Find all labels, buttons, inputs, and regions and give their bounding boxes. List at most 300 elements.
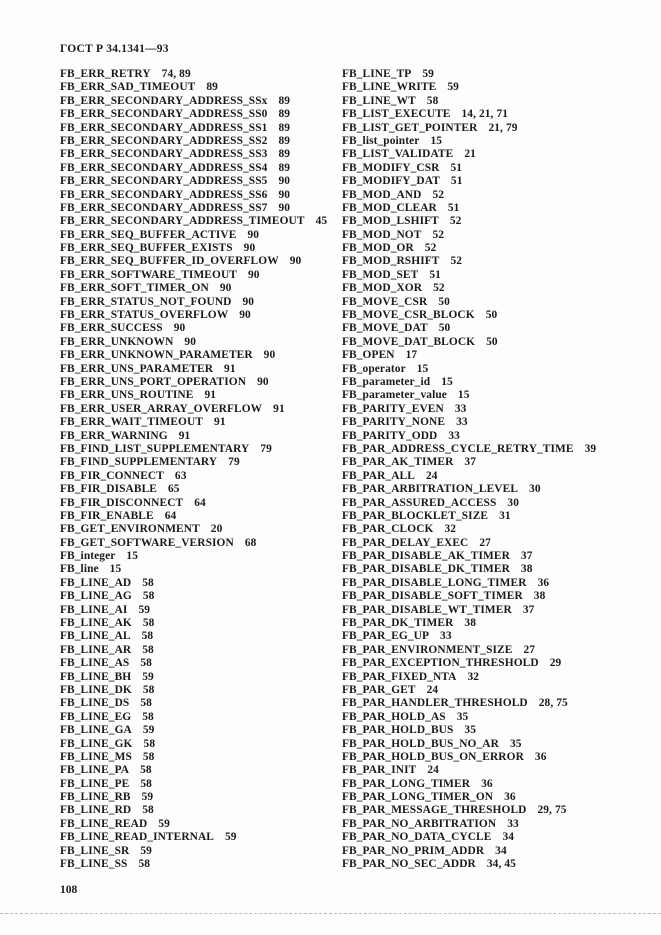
index-entry: [342, 804, 596, 817]
index-entry: [342, 363, 596, 376]
index-entry: [60, 376, 327, 389]
index-pages: 32: [444, 523, 457, 536]
index-pages: 27: [479, 536, 491, 549]
index-term: FB_PAR_DISABLE_AK_TIMER: [342, 550, 510, 563]
index-pages: 36: [534, 750, 547, 763]
index-entry: [60, 858, 327, 871]
index-term: FB_line: [60, 563, 99, 576]
index-term: FB_LINE_AG: [60, 590, 132, 603]
index-entry: [60, 711, 327, 724]
index-term: FB_PAR_DISABLE_LONG_TIMER: [342, 576, 527, 589]
page-number: 108: [60, 884, 78, 896]
index-term: FB_LIST_GET_POINTER: [342, 121, 478, 134]
index-entry: [342, 376, 596, 389]
index-pages: 24: [427, 764, 439, 777]
index-entry: [342, 282, 596, 295]
index-pages: 31: [499, 509, 511, 522]
index-term: FB_ERR_SECONDARY_ADDRESS_SS2: [60, 134, 268, 147]
index-term: FB_PAR_NO_PRIM_ADDR: [342, 844, 485, 857]
index-pages: 90: [242, 295, 255, 308]
index-pages: 38: [520, 563, 533, 576]
index-term: FB_PAR_NO_ARBITRATION: [342, 817, 497, 830]
index-entry: [60, 550, 327, 563]
index-pages: 63: [174, 469, 187, 482]
index-term: FB_LINE_READ: [60, 817, 148, 830]
index-pages: 91: [178, 429, 191, 442]
index-entry: [60, 336, 327, 349]
index-pages: 51: [450, 161, 463, 174]
index-term: FB_PAR_ENVIRONMENT_SIZE: [342, 643, 513, 656]
index-term: FB_ERR_SECONDARY_ADDRESS_SS1: [60, 121, 268, 134]
index-entry: [60, 416, 327, 429]
index-entry: [342, 255, 596, 268]
index-entry: [60, 697, 327, 710]
index-pages: 59: [447, 81, 459, 94]
index-term: FB_PAR_ALL: [342, 469, 415, 482]
index-term: FB_LINE_DK: [60, 683, 132, 696]
index-entry: [342, 523, 596, 536]
index-entry: [60, 831, 327, 844]
index-pages: 58: [142, 710, 154, 723]
index-entry: [60, 269, 327, 282]
index-pages: 89: [278, 108, 291, 121]
index-pages: 34, 45: [486, 858, 516, 871]
index-term: FB_MOD_RSHIFT: [342, 255, 440, 268]
index-pages: 15: [416, 362, 429, 375]
index-pages: 90: [278, 201, 291, 214]
index-pages: 15: [109, 563, 122, 576]
index-term: FB_PAR_HOLD_BUS_NO_AR: [342, 737, 499, 750]
index-entry: [60, 322, 327, 335]
index-term: FB_PAR_GET: [342, 683, 416, 696]
index-term: FB_LINE_EG: [60, 710, 132, 723]
index-term: FB_FIR_DISCONNECT: [60, 496, 184, 509]
index-pages: 90: [278, 188, 291, 201]
index-entry: [342, 657, 596, 670]
index-pages: 24: [425, 469, 438, 482]
index-entry: [342, 389, 596, 402]
index-term: FB_ERR_SECONDARY_ADDRESS_TIMEOUT: [60, 215, 305, 228]
index-entry: [342, 563, 596, 576]
index-term: FB_list_pointer: [342, 134, 420, 147]
index-term: FB_PAR_NO_DATA_CYCLE: [342, 831, 492, 844]
index-pages: 59: [142, 724, 155, 737]
index-pages: 50: [486, 335, 498, 348]
index-pages: 64: [194, 496, 206, 509]
index-term: FB_ERR_WARNING: [60, 429, 168, 442]
index-pages: 37: [522, 603, 535, 616]
index-term: FB_ERR_SAD_TIMEOUT: [60, 81, 196, 94]
index-term: FB_LINE_PE: [60, 777, 130, 790]
index-pages: 36: [481, 777, 493, 790]
index-entry: [60, 122, 327, 135]
index-entry: [342, 764, 596, 777]
index-term: FB_ERR_SECONDARY_ADDRESS_SS0: [60, 108, 268, 121]
index-entry: [60, 363, 327, 376]
index-term: FB_LINE_AI: [60, 603, 128, 616]
index-pages: 52: [424, 242, 437, 255]
index-pages: 33: [456, 416, 468, 429]
index-entry: [342, 135, 596, 148]
index-pages: 58: [140, 697, 152, 710]
index-term: FB_MOD_LSHIFT: [342, 215, 439, 228]
index-pages: 27: [523, 643, 536, 656]
index-pages: 36: [537, 576, 550, 589]
index-term: FB_LINE_RD: [60, 804, 132, 817]
index-term: FB_ERR_UNS_PORT_OPERATION: [60, 375, 247, 388]
index-term: FB_PAR_MESSAGE_THRESHOLD: [342, 804, 527, 817]
index-term: FB_ERR_SECONDARY_ADDRESS_SS7: [60, 201, 268, 214]
index-term: FB_ERR_UNS_PARAMETER: [60, 362, 214, 375]
index-pages: 89: [278, 94, 291, 107]
index-entry: [60, 148, 327, 161]
index-term: FB_MOVE_DAT_BLOCK: [342, 335, 476, 348]
index-entry: [342, 189, 596, 202]
index-term: FB_OPEN: [342, 349, 395, 362]
index-entry: [342, 590, 596, 603]
index-term: FB_ERR_SECONDARY_ADDRESS_SS3: [60, 148, 268, 161]
index-term: FB_PAR_ASSURED_ACCESS: [342, 496, 497, 509]
index-term: FB_LINE_SR: [60, 844, 130, 857]
index-pages: 90: [184, 335, 197, 348]
index-term: FB_ERR_SEQ_BUFFER_ACTIVE: [60, 228, 237, 241]
index-entry: [60, 443, 327, 456]
index-pages: 45: [315, 215, 328, 228]
index-entry: [342, 175, 596, 188]
index-term: FB_MOD_AND: [342, 188, 422, 201]
index-term: FB_MODIFY_DAT: [342, 175, 440, 188]
index-pages: 58: [138, 858, 151, 871]
index-entry: [60, 175, 327, 188]
index-pages: 15: [457, 389, 470, 402]
index-term: FB_ERR_SEQ_BUFFER_EXISTS: [60, 242, 233, 255]
index-entry: [60, 604, 327, 617]
index-pages: 33: [454, 402, 467, 415]
index-pages: 91: [204, 389, 217, 402]
index-entry: [60, 590, 327, 603]
index-pages: 50: [438, 295, 450, 308]
index-term: FB_GET_SOFTWARE_VERSION: [60, 536, 234, 549]
index-pages: 58: [140, 777, 152, 790]
index-term: FB_integer: [60, 550, 116, 563]
index-entry: [60, 189, 327, 202]
index-term: FB_PAR_EXCEPTION_THRESHOLD: [342, 657, 539, 670]
index-entry: [342, 671, 596, 684]
index-term: FB_parameter_value: [342, 389, 447, 402]
index-term: FB_LINE_AL: [60, 630, 131, 643]
index-pages: 34: [502, 831, 515, 844]
index-entry: [60, 296, 327, 309]
index-pages: 52: [450, 255, 463, 268]
index-pages: 58: [142, 750, 155, 763]
index-column-right: [342, 68, 596, 871]
index-pages: 58: [143, 737, 156, 750]
index-entry: [60, 657, 327, 670]
index-entry: [342, 95, 596, 108]
index-pages: 52: [449, 215, 462, 228]
index-term: FB_LIST_VALIDATE: [342, 148, 454, 161]
index-pages: 58: [140, 764, 152, 777]
index-pages: 51: [450, 175, 463, 188]
index-entry: [342, 644, 596, 657]
index-entry: [60, 791, 327, 804]
index-pages: 89: [278, 121, 291, 134]
index-term: FB_FIND_SUPPLEMENTARY: [60, 456, 218, 469]
index-entry: [342, 403, 596, 416]
index-entry: [60, 215, 327, 228]
index-pages: 90: [263, 349, 276, 362]
index-pages: 34: [495, 844, 507, 857]
index-term: FB_MOD_SET: [342, 268, 419, 281]
index-term: FB_ERR_STATUS_NOT_FOUND: [60, 295, 232, 308]
index-term: FB_PARITY_EVEN: [342, 402, 444, 415]
index-pages: 50: [438, 322, 451, 335]
index-entry: [60, 282, 327, 295]
index-entry: [342, 697, 596, 710]
index-entry: [342, 456, 596, 469]
index-pages: 52: [432, 228, 445, 241]
index-pages: 89: [278, 148, 291, 161]
index-term: FB_LINE_RB: [60, 791, 131, 804]
index-entry: [342, 470, 596, 483]
index-term: FB_PAR_DK_TIMER: [342, 617, 454, 630]
index-pages: 89: [278, 161, 291, 174]
index-pages: 29, 75: [537, 804, 567, 817]
index-entry: [60, 135, 327, 148]
index-entry: [342, 269, 596, 282]
index-term: FB_PAR_HOLD_BUS: [342, 724, 454, 737]
index-pages: 51: [447, 201, 460, 214]
index-entry: [60, 724, 327, 737]
index-entry: [60, 630, 327, 643]
index-term: FB_PAR_ARBITRATION_LEVEL: [342, 483, 519, 496]
index-entry: [342, 108, 596, 121]
index-term: FB_LINE_PA: [60, 764, 130, 777]
index-pages: 79: [260, 442, 272, 455]
index-pages: 64: [164, 509, 177, 522]
index-term: FB_PAR_LONG_TIMER_ON: [342, 791, 494, 804]
index-term: FB_PAR_AK_TIMER: [342, 456, 454, 469]
index-pages: 35: [464, 724, 477, 737]
index-term: FB_parameter_id: [342, 375, 431, 388]
index-entry: [342, 122, 596, 135]
index-entry: [342, 81, 596, 94]
index-term: FB_LINE_READ_INTERNAL: [60, 831, 214, 844]
index-entry: [60, 671, 327, 684]
index-entry: [342, 724, 596, 737]
index-term: FB_ERR_UNS_ROUTINE: [60, 389, 194, 402]
index-pages: 33: [448, 429, 460, 442]
index-pages: 58: [142, 804, 154, 817]
index-pages: 59: [140, 844, 152, 857]
index-pages: 90: [239, 309, 251, 322]
index-pages: 79: [228, 456, 240, 469]
index-entry: [60, 497, 327, 510]
index-pages: 33: [440, 630, 452, 643]
index-term: FB_ERR_STATUS_OVERFLOW: [60, 309, 229, 322]
index-term: FB_LINE_SS: [60, 858, 128, 871]
index-entry: [342, 242, 596, 255]
index-pages: 59: [142, 670, 154, 683]
index-entry: [60, 764, 327, 777]
index-entry: [60, 577, 327, 590]
index-term: FB_ERR_UNKNOWN_PARAMETER: [60, 349, 253, 362]
index-term: FB_PAR_DISABLE_DK_TIMER: [342, 563, 510, 576]
index-pages: 29: [549, 657, 562, 670]
index-entry: [60, 229, 327, 242]
index-entry: [342, 443, 596, 456]
index-entry: [60, 684, 327, 697]
index-entry: [342, 322, 596, 335]
index-pages: 38: [533, 590, 546, 603]
index-pages: 15: [126, 550, 138, 563]
index-pages: 35: [456, 710, 469, 723]
index-pages: 39: [584, 442, 597, 455]
index-term: FB_LINE_AK: [60, 617, 132, 630]
index-pages: 24: [426, 683, 439, 696]
index-pages: 58: [426, 94, 439, 107]
index-entry: [342, 738, 596, 751]
index-term: FB_PAR_LONG_TIMER: [342, 777, 471, 790]
index-pages: 90: [278, 175, 291, 188]
index-entry: [342, 604, 596, 617]
index-term: FB_PAR_EG_UP: [342, 630, 430, 643]
index-pages: 90: [219, 282, 232, 295]
index-pages: 58: [142, 683, 155, 696]
index-pages: 52: [433, 282, 445, 295]
index-term: FB_LINE_GK: [60, 737, 133, 750]
index-entry: [342, 684, 596, 697]
page-header: ГОСТ Р 34.1341—93: [60, 43, 169, 55]
index-term: FB_PAR_HOLD_AS: [342, 710, 446, 723]
index-term: FB_LINE_AS: [60, 657, 130, 670]
index-term: FB_ERR_SOFTWARE_TIMEOUT: [60, 268, 237, 281]
index-entry: [342, 711, 596, 724]
index-entry: [342, 577, 596, 590]
index-term: FB_PAR_DELAY_EXEC: [342, 536, 469, 549]
index-entry: [342, 617, 596, 630]
index-pages: 91: [224, 362, 236, 375]
index-pages: 89: [206, 81, 218, 94]
index-term: FB_ERR_SUCCESS: [60, 322, 163, 335]
index-pages: 91: [273, 402, 285, 415]
index-column-left: [60, 68, 327, 871]
index-entry: [342, 162, 596, 175]
index-term: FB_PAR_DISABLE_SOFT_TIMER: [342, 590, 523, 603]
index-term: FB_ERR_SECONDARY_ADDRESS_SSx: [60, 94, 268, 107]
index-term: FB_FIR_DISABLE: [60, 483, 157, 496]
index-pages: 32: [467, 670, 480, 683]
index-pages: 90: [247, 228, 260, 241]
index-term: FB_ERR_WAIT_TIMEOUT: [60, 416, 204, 429]
index-pages: 58: [142, 643, 154, 656]
index-entry: [60, 456, 327, 469]
index-entry: [60, 470, 327, 483]
index-entry: [60, 309, 327, 322]
index-entry: [60, 778, 327, 791]
index-pages: 58: [140, 657, 152, 670]
index-pages: 21, 79: [488, 121, 518, 134]
index-pages: 90: [243, 242, 256, 255]
index-term: FB_PAR_CLOCK: [342, 523, 434, 536]
index-term: FB_LINE_AD: [60, 576, 132, 589]
index-entry: [60, 389, 327, 402]
index-pages: 90: [173, 322, 186, 335]
index-pages: 58: [141, 630, 154, 643]
index-entry: [342, 510, 596, 523]
index-term: FB_FIR_CONNECT: [60, 469, 164, 482]
index-pages: 37: [520, 550, 533, 563]
index-entry: [342, 296, 596, 309]
index-entry: [342, 229, 596, 242]
index-entry: [342, 630, 596, 643]
index-term: FB_FIR_ENABLE: [60, 509, 154, 522]
index-term: FB_ERR_UNKNOWN: [60, 335, 174, 348]
index-entry: [60, 349, 327, 362]
index-entry: [60, 403, 327, 416]
index-term: FB_PAR_DISABLE_WT_TIMER: [342, 603, 512, 616]
index-term: FB_LINE_TP: [342, 68, 412, 80]
scan-edge-divider: [0, 913, 661, 915]
index-pages: 59: [422, 68, 434, 80]
index-term: FB_PARITY_NONE: [342, 416, 446, 429]
index-entry: [342, 550, 596, 563]
index-term: FB_LINE_BH: [60, 670, 132, 683]
index-entry: [60, 845, 327, 858]
index-term: FB_PAR_FIXED_NTA: [342, 670, 457, 683]
index-pages: 35: [509, 737, 522, 750]
index-term: FB_MOVE_DAT: [342, 322, 428, 335]
index-pages: 90: [257, 375, 269, 388]
index-entry: [342, 791, 596, 804]
index-pages: 21: [464, 148, 476, 161]
index-term: FB_ERR_SECONDARY_ADDRESS_SS6: [60, 188, 268, 201]
index-term: FB_GET_ENVIRONMENT: [60, 523, 200, 536]
index-entry: [342, 68, 596, 81]
index-entry: [60, 537, 327, 550]
index-entry: [342, 778, 596, 791]
index-entry: [60, 617, 327, 630]
index-term: FB_PAR_ADDRESS_CYCLE_RETRY_TIME: [342, 442, 574, 455]
index-pages: 15: [441, 375, 453, 388]
index-entry: [342, 818, 596, 831]
index-term: FB_PARITY_ODD: [342, 429, 438, 442]
index-term: FB_operator: [342, 362, 406, 375]
index-term: FB_LINE_WRITE: [342, 81, 437, 94]
index-term: FB_MODIFY_CSR: [342, 161, 440, 174]
index-pages: 74, 89: [161, 68, 191, 80]
index-pages: 14, 21, 71: [461, 108, 509, 121]
index-entry: [60, 738, 327, 751]
index-term: FB_LINE_MS: [60, 750, 132, 763]
index-entry: [60, 751, 327, 764]
index-pages: 89: [278, 134, 291, 147]
index-pages: 59: [138, 603, 151, 616]
index-entry: [60, 483, 327, 496]
index-term: FB_LINE_AR: [60, 643, 132, 656]
index-entry: [60, 81, 327, 94]
index-pages: 51: [429, 268, 441, 281]
index-entry: [342, 483, 596, 496]
index-pages: 59: [225, 831, 237, 844]
index-term: FB_ERR_SECONDARY_ADDRESS_SS5: [60, 175, 268, 188]
index-term: FB_MOD_CLEAR: [342, 201, 437, 214]
index-entry: [60, 68, 327, 81]
index-entry: [342, 215, 596, 228]
index-entry: [342, 416, 596, 429]
index-pages: 65: [167, 483, 180, 496]
index-pages: 59: [141, 791, 154, 804]
